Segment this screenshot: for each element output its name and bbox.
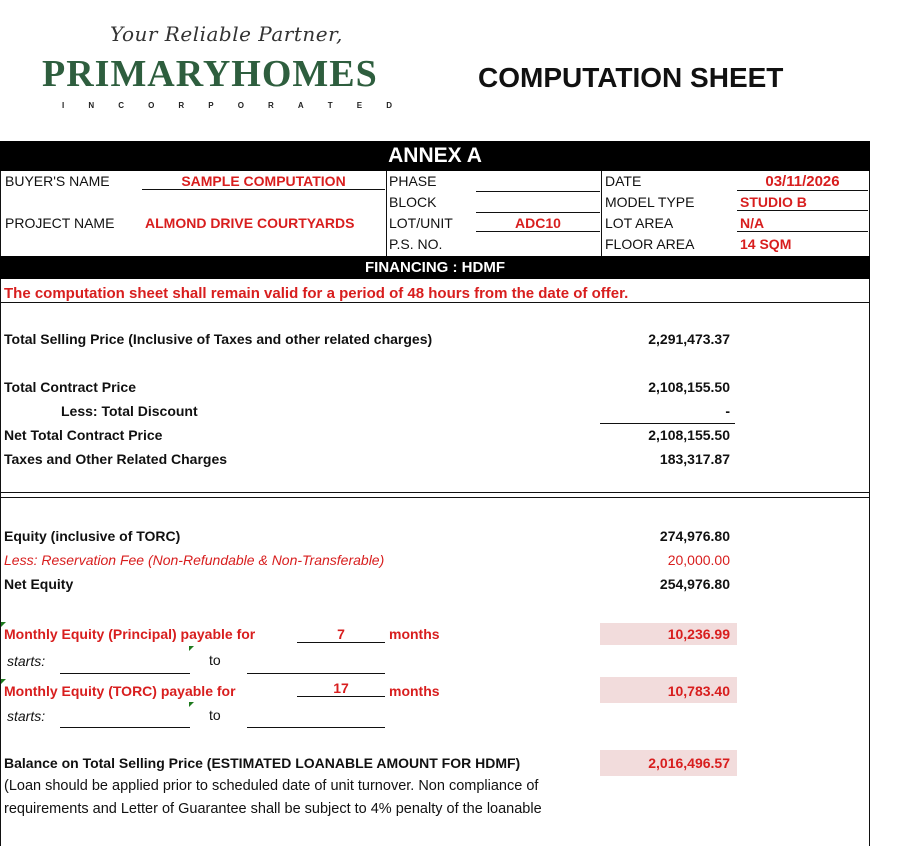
logo-subtitle-letter: R [268, 101, 274, 110]
equity-value: 274,976.80 [659, 528, 730, 544]
tsp-value: 2,291,473.37 [648, 331, 730, 347]
block-label: BLOCK [389, 194, 437, 210]
logo-subtitle-letter: R [178, 101, 185, 110]
floor-area-label: FLOOR AREA [605, 236, 695, 252]
logo-subtitle-letter: D [386, 101, 392, 110]
buyer-name-label: BUYER'S NAME [5, 173, 110, 189]
monthly-torc-label: Monthly Equity (TORC) payable for [4, 683, 236, 699]
financing-label: FINANCING : HDMF [365, 259, 505, 276]
loan-note-line1: (Loan should be applied prior to scheduled date of unit turnover. Non compliance of [4, 778, 539, 794]
date-label: DATE [605, 173, 642, 189]
model-type-label: MODEL TYPE [605, 194, 695, 210]
annex-bar [0, 141, 870, 171]
right-border [869, 141, 870, 846]
section-divider [0, 497, 870, 498]
logo-subtitle-letter: N [88, 101, 95, 110]
subtotal-line [600, 423, 735, 424]
tsp-label: Total Selling Price (Inclusive of Taxes and other related charges) [4, 331, 433, 347]
discount-value: - [725, 403, 730, 419]
taxes-value: 183,317.87 [659, 451, 730, 467]
info-divider [601, 171, 602, 256]
phase-label: PHASE [389, 173, 437, 189]
logo-subtitle-letter: C [118, 101, 124, 110]
section-divider [0, 302, 870, 303]
buyer-name-value: SAMPLE COMPUTATION [142, 173, 385, 190]
reservation-fee-value: 20,000.00 [667, 552, 730, 568]
logo-subtitle-letter: O [237, 101, 244, 110]
to-label: to [209, 707, 221, 723]
ps-no-label: P.S. NO. [389, 236, 443, 252]
phase-value [476, 173, 600, 192]
balance-value: 2,016,496.57 [648, 755, 730, 771]
lot-area-label: LOT AREA [605, 215, 674, 231]
company-logo: PRIMARYHOMES [42, 53, 378, 95]
financing-bar [0, 256, 870, 279]
start-date-line [60, 727, 190, 728]
net-equity-label: Net Equity [4, 576, 74, 592]
months-label: months [389, 626, 440, 642]
info-divider [386, 171, 387, 256]
logo-subtitle-letter: E [356, 101, 363, 110]
floor-area-value: 14 SQM [740, 236, 792, 252]
page-title: COMPUTATION SHEET [478, 62, 784, 93]
tagline: Your Reliable Partner, [110, 22, 343, 46]
logo-subtitle-letter: P [208, 101, 214, 110]
monthly-principal-label: Monthly Equity (Principal) payable for [4, 626, 256, 642]
logo-subtitle-letter: A [297, 101, 304, 110]
project-name-value: ALMOND DRIVE COURTYARDS [145, 215, 355, 231]
cell-comment-marker [189, 702, 194, 707]
project-name-label: PROJECT NAME [5, 215, 115, 231]
balance-label: Balance on Total Selling Price (ESTIMATED LOANABLE AMOUNT FOR HDMF) [4, 755, 521, 771]
starts-label: starts: [7, 653, 46, 669]
lot-area-value: N/A [737, 215, 868, 232]
lot-unit-label: LOT/UNIT [389, 215, 453, 231]
start-date-line [60, 673, 190, 674]
tcp-value: 2,108,155.50 [648, 379, 730, 395]
block-value [476, 194, 600, 213]
months-label: months [389, 683, 440, 699]
annex-title: ANNEX A [388, 144, 482, 167]
end-date-line [247, 673, 385, 674]
end-date-line [247, 727, 385, 728]
model-type-value: STUDIO B [737, 194, 868, 211]
logo-subtitle-letter: I [62, 101, 65, 110]
date-value: 03/11/2026 [737, 173, 868, 191]
monthly-principal-value: 10,236.99 [667, 626, 730, 642]
starts-label: starts: [7, 708, 46, 724]
monthly-torc-months: 17 [297, 680, 385, 697]
monthly-principal-months: 7 [297, 626, 385, 643]
cell-comment-marker [189, 646, 194, 651]
discount-label: Less: Total Discount [61, 403, 198, 419]
left-border [0, 141, 1, 846]
validity-note: The computation sheet shall remain valid for a period of 48 hours from the date of offer. [4, 285, 629, 302]
ntcp-value: 2,108,155.50 [648, 427, 730, 443]
logo-subtitle [62, 101, 392, 110]
logo-subtitle-letter: O [148, 101, 155, 110]
loan-note-line2: requirements and Letter of Guarantee shall be subject to 4% penalty of the loanable [4, 801, 542, 817]
logo-subtitle-letter: T [327, 101, 333, 110]
to-label: to [209, 652, 221, 668]
equity-label: Equity (inclusive of TORC) [4, 528, 181, 544]
ntcp-label: Net Total Contract Price [4, 427, 163, 443]
section-divider [0, 492, 870, 493]
reservation-fee-label: Less: Reservation Fee (Non-Refundable & Non-Transferable) [4, 552, 385, 568]
lot-unit-value: ADC10 [476, 215, 600, 232]
monthly-torc-value: 10,783.40 [667, 683, 730, 699]
taxes-label: Taxes and Other Related Charges [4, 451, 228, 467]
tcp-label: Total Contract Price [4, 379, 136, 395]
net-equity-value: 254,976.80 [659, 576, 730, 592]
